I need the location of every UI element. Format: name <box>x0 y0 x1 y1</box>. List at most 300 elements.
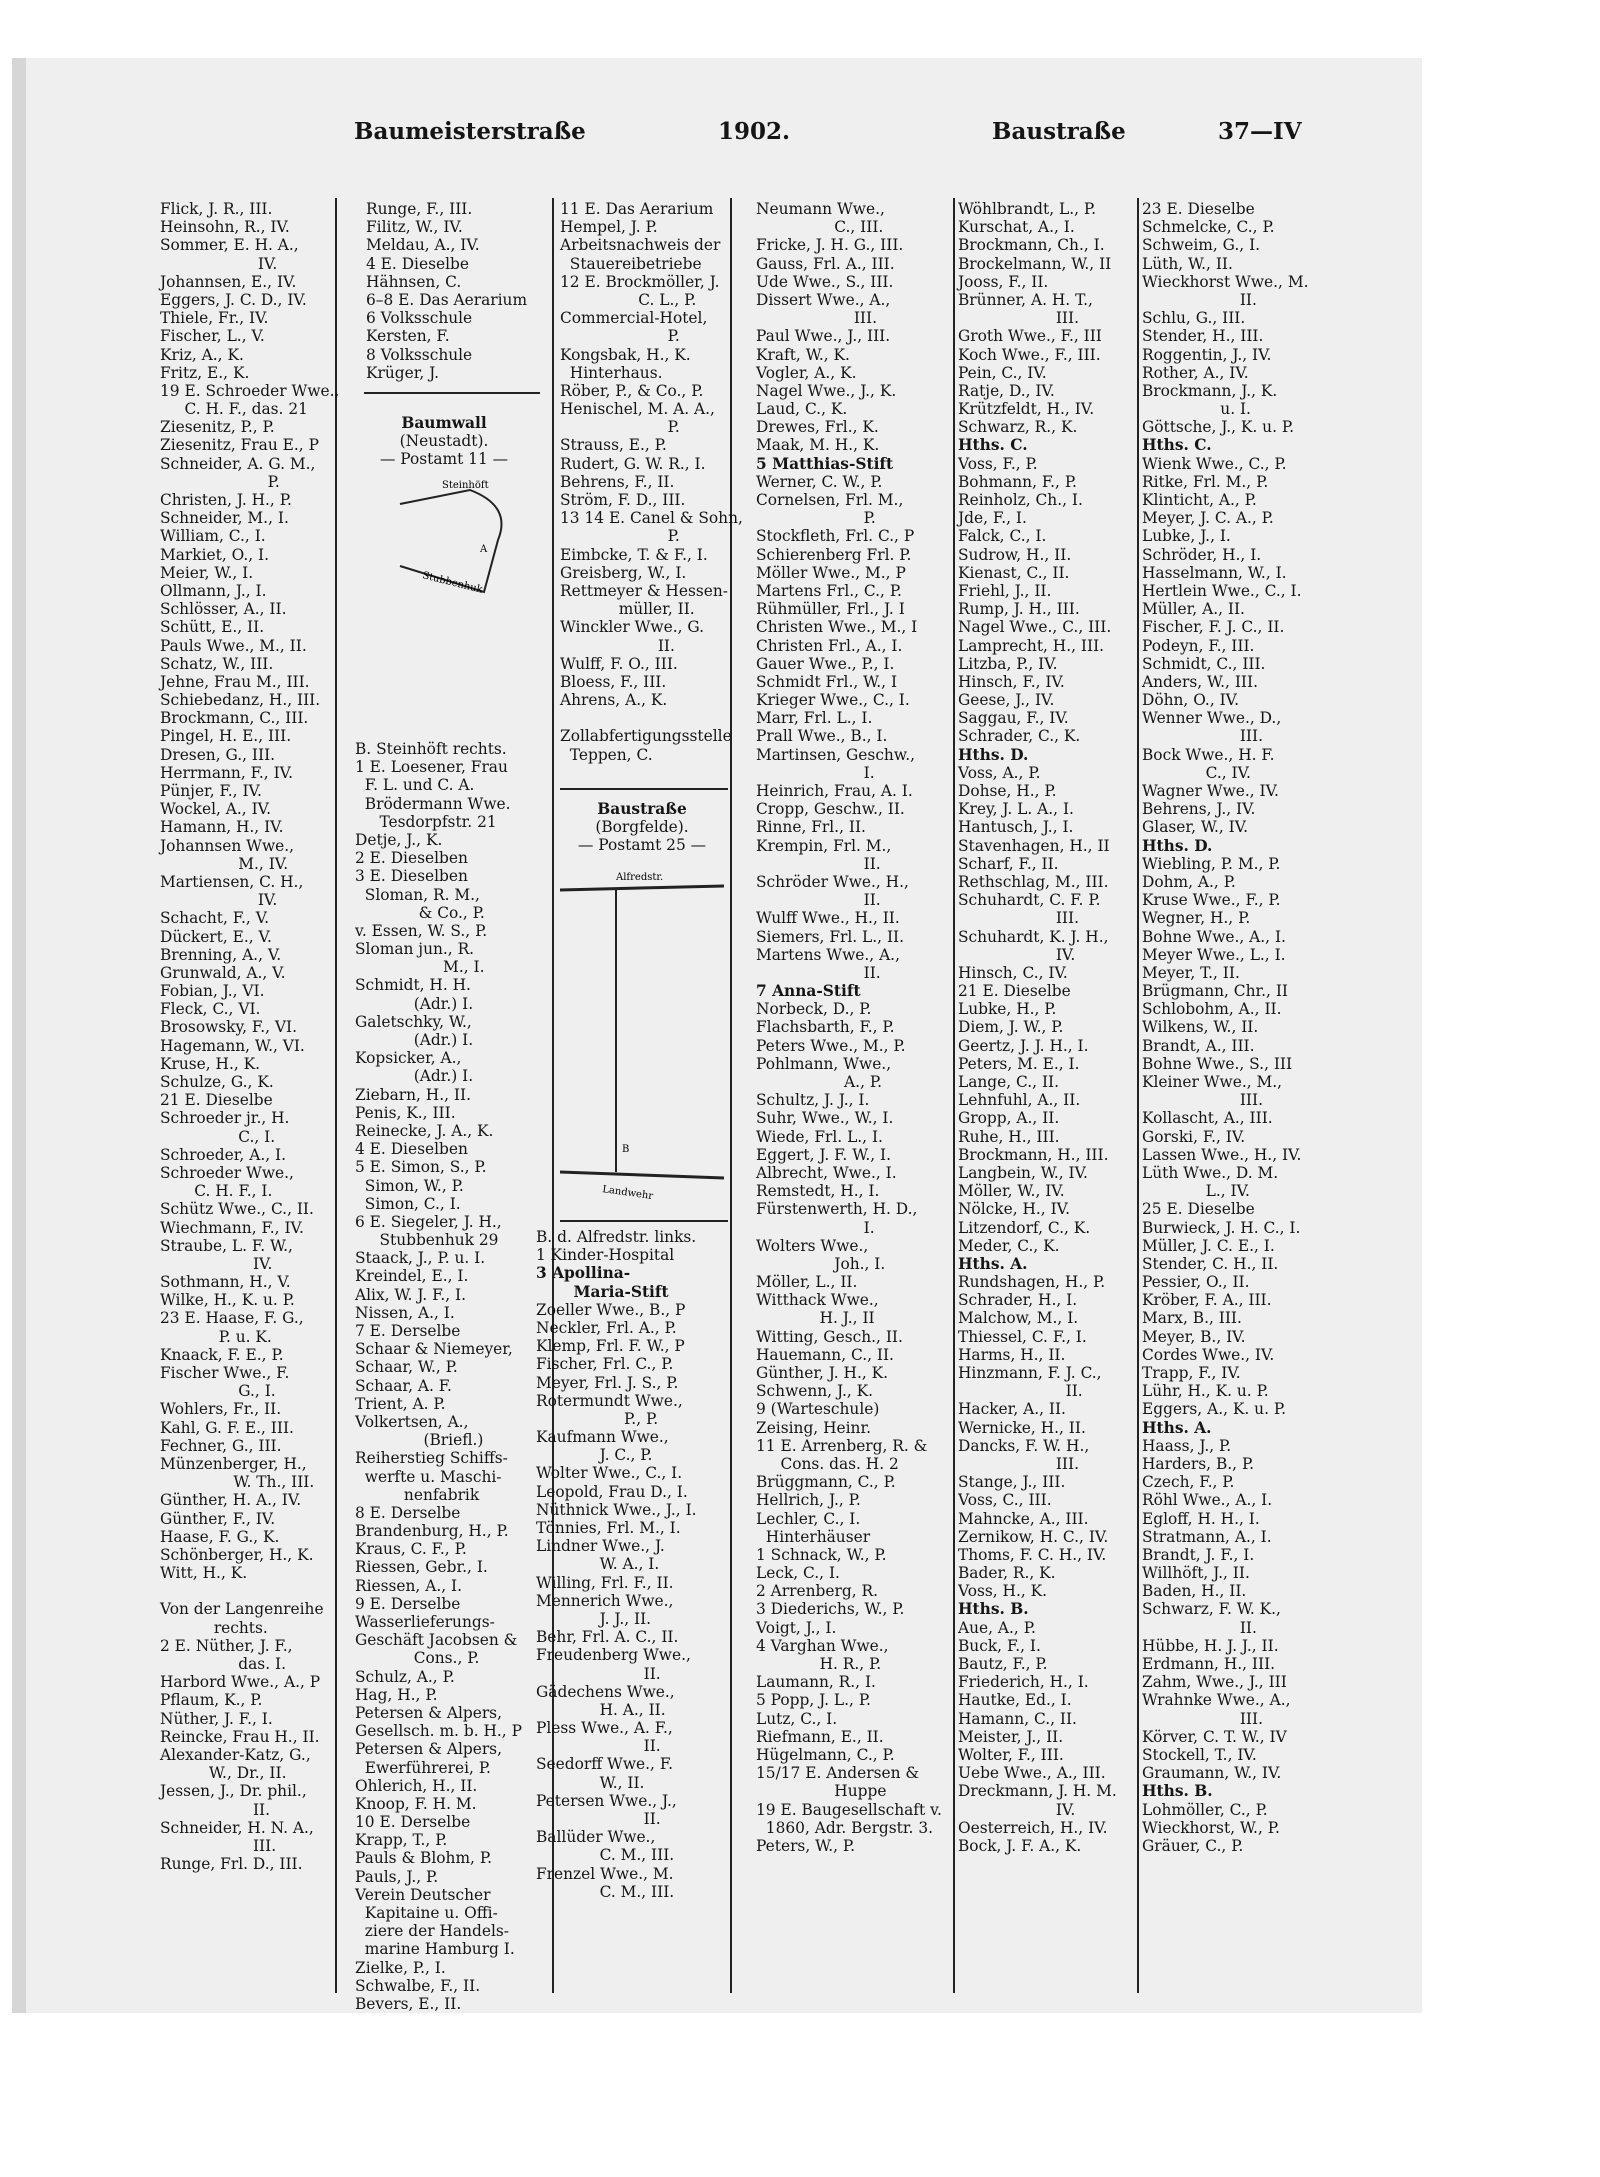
directory-entry: Stender, H., III. <box>1142 327 1264 346</box>
directory-entry: Rettmeyer & Hessen- <box>560 581 728 600</box>
directory-entry: Münzenberger, H., <box>160 1454 307 1473</box>
directory-entry: Falck, C., I. <box>958 527 1047 546</box>
directory-entry: Saggau, F., IV. <box>958 709 1069 728</box>
directory-entry: Reinholz, Ch., I. <box>958 491 1083 509</box>
directory-entry: Bloess, F., III. <box>560 672 667 691</box>
directory-entry: Schultz, J. J., I. <box>756 1091 870 1110</box>
directory-entry: Kongsbak, H., K. <box>560 345 691 364</box>
directory-entry: III. <box>958 309 1079 328</box>
directory-page <box>12 58 1422 2013</box>
directory-entry: Hths. A. <box>1142 1418 1212 1437</box>
directory-entry: Hinsch, F., IV. <box>958 672 1065 691</box>
directory-entry: II. <box>1142 290 1257 309</box>
directory-entry: Heinrich, Frau, A. I. <box>756 782 913 800</box>
directory-entry: Schroeder, A., I. <box>160 1145 286 1164</box>
directory-entry: Von der Langenreihe <box>160 1600 324 1619</box>
directory-entry: Müller, A., II. <box>1142 600 1245 619</box>
directory-entry: Günther, J. H., K. <box>756 1364 889 1382</box>
directory-entry: (Briefl.) <box>355 1431 484 1450</box>
directory-entry: Groth Wwe., F., III <box>958 327 1102 346</box>
directory-entry: Rinne, Frl., II. <box>756 818 866 837</box>
directory-entry: Heinsohn, R., IV. <box>160 218 290 237</box>
directory-entry: Erdmann, H., III. <box>1142 1655 1276 1673</box>
directory-entry: Peters, M. E., I. <box>958 1054 1080 1073</box>
directory-entry: 6–8 E. Das Aerarium <box>366 290 528 309</box>
directory-entry: Hths. C. <box>1142 436 1212 455</box>
directory-entry: Rotermundt Wwe., <box>536 1391 683 1410</box>
directory-entry: Dreckmann, J. H. M. <box>958 1782 1117 1801</box>
directory-entry: ziere der Handels- <box>355 1922 509 1941</box>
directory-entry: Wockel, A., IV. <box>160 800 271 819</box>
directory-entry: Kruse, H., K. <box>160 1054 261 1073</box>
directory-entry: Markiet, O., I. <box>160 545 269 564</box>
directory-entry: H. J., II <box>756 1309 875 1328</box>
directory-entry: Schaar, W., P. <box>355 1358 458 1377</box>
directory-entry: 11 E. Arrenberg, R. & <box>756 1436 928 1455</box>
directory-entry: B. d. Alfredstr. links. <box>536 1228 697 1246</box>
directory-entry: C., III. <box>756 218 884 237</box>
directory-entry: Christen Frl., A., I. <box>756 636 903 655</box>
directory-entry: müller, II. <box>560 600 695 619</box>
directory-entry: Schroeder Wwe., <box>160 1163 294 1182</box>
directory-entry: Sudrow, H., II. <box>958 545 1072 564</box>
directory-entry: W. Th., III. <box>160 1473 315 1492</box>
directory-entry: C. H. F., I. <box>160 1182 273 1201</box>
directory-entry: Hinsch, C., IV. <box>958 963 1068 982</box>
directory-entry: Brügmann, Chr., II <box>1142 982 1288 1001</box>
directory-entry: Suhr, Wwe., W., I. <box>756 1109 894 1128</box>
directory-entry: Möller, L., II. <box>756 1273 858 1292</box>
directory-entry: IV. <box>958 1800 1076 1819</box>
directory-entry: Hamann, H., IV. <box>160 818 284 837</box>
directory-entry: Sommer, E. H. A., <box>160 236 299 255</box>
directory-entry: v. Essen, W. S., P. <box>355 921 488 940</box>
directory-entry: Schulz, A., P. <box>355 1667 455 1686</box>
directory-entry: Kapitaine u. Offi- <box>355 1904 498 1922</box>
directory-entry: Thiessel, C. F., I. <box>958 1327 1087 1346</box>
directory-entry: (Adr.) I. <box>355 994 474 1013</box>
directory-entry: Harms, H., II. <box>958 1345 1066 1364</box>
directory-entry: 7 E. Derselbe <box>355 1322 461 1340</box>
directory-entry: 2 E. Nüther, J. F., <box>160 1636 293 1655</box>
directory-entry: Johannsen, E., IV. <box>160 272 297 291</box>
directory-entry: Brünner, A. H. T., <box>958 290 1093 309</box>
directory-entry: Möller, W., IV. <box>958 1182 1065 1201</box>
directory-entry: Zollabfertigungsstelle <box>560 727 732 746</box>
directory-entry: Behrens, F., II. <box>560 472 675 491</box>
directory-entry: Hag, H., P. <box>355 1685 438 1704</box>
directory-entry: Tesdorpfstr. 21 <box>355 812 497 831</box>
directory-entry: Laud, C., K. <box>756 400 848 419</box>
directory-entry: Hinterhäuser <box>756 1527 871 1546</box>
directory-entry: Hths. B. <box>958 1600 1029 1619</box>
directory-entry: Witt, H., K. <box>160 1564 248 1583</box>
directory-entry: Brockelmann, W., II <box>958 254 1112 273</box>
directory-entry: Simon, C., I. <box>355 1194 461 1213</box>
directory-entry: Petersen Wwe., J., <box>536 1791 677 1810</box>
directory-entry: Schwarz, F. W. K., <box>1142 1600 1281 1619</box>
directory-entry: Fischer, F. J. C., II. <box>1142 618 1285 637</box>
directory-entry: Hähnsen, C. <box>366 272 462 291</box>
directory-entry: 12 E. Brockmöller, J. <box>560 272 720 291</box>
section-rule <box>364 392 540 394</box>
directory-entry: Ruhe, H., III. <box>958 1127 1060 1146</box>
directory-entry: Lüth, W., II. <box>1142 254 1233 273</box>
directory-entry: Alexander-Katz, G., <box>160 1745 311 1764</box>
directory-entry: Lubke, J., I. <box>1142 527 1231 546</box>
directory-entry: Dresen, G., III. <box>160 745 276 764</box>
directory-entry: 5 E. Simon, S., P. <box>355 1158 487 1177</box>
directory-entry: Stockfleth, Frl. C., P <box>756 527 915 546</box>
directory-entry: Jde, F., I. <box>958 509 1027 528</box>
directory-entry: II. <box>756 854 881 873</box>
directory-entry: Martens Frl., C., P. <box>756 581 902 600</box>
directory-entry: Zeising, Heinr. <box>756 1418 872 1437</box>
directory-entry: Ude Wwe., S., III. <box>756 272 894 291</box>
directory-entry: Lindner Wwe., J. <box>536 1537 665 1556</box>
directory-entry: W. A., I. <box>536 1555 660 1574</box>
directory-entry: Kaufmann Wwe., <box>536 1428 669 1447</box>
directory-entry: Sloman, R. M., <box>355 885 480 904</box>
directory-entry <box>160 1582 339 1600</box>
directory-entry: Straube, L. F. W., <box>160 1236 293 1255</box>
directory-entry: nenfabrik <box>355 1485 480 1504</box>
directory-entry: H. R., P. <box>756 1655 882 1673</box>
directory-entry: Peters Wwe., M., P. <box>756 1036 906 1055</box>
directory-entry: Schütz Wwe., C., II. <box>160 1200 314 1219</box>
directory-entry: Pauls, J., P. <box>355 1867 439 1886</box>
directory-entry: 11 E. Das Aerarium <box>560 200 714 218</box>
directory-entry: Mahncke, A., III. <box>958 1509 1089 1528</box>
directory-entry: J. C., P. <box>536 1446 653 1465</box>
directory-entry: Neumann Wwe., <box>756 200 885 218</box>
directory-entry: das. I. <box>160 1655 286 1673</box>
map-label-steinhoeft: Steinhöft <box>442 480 489 491</box>
directory-entry: Czech, F., P. <box>1142 1473 1235 1492</box>
section-rule <box>560 1220 728 1222</box>
directory-entry: Wagner Wwe., IV. <box>1142 782 1279 800</box>
directory-entry: Ziesenitz, P., P. <box>160 418 275 437</box>
directory-entry: Pflaum, K., P. <box>160 1691 263 1710</box>
directory-entry: marine Hamburg I. <box>355 1940 515 1959</box>
directory-entry: Galetschky, W., <box>355 1012 472 1031</box>
baustrasse-street-map <box>556 870 728 1220</box>
directory-entry: Christen, J. H., P. <box>160 491 292 509</box>
baumwall-title: Baumwall <box>401 414 487 432</box>
directory-entry: Hagemann, W., VI. <box>160 1036 305 1055</box>
directory-entry: Rother, A., IV. <box>1142 363 1249 382</box>
directory-entry: Hasselmann, W., I. <box>1142 563 1287 582</box>
directory-entry: Gauer Wwe., P., I. <box>756 654 895 673</box>
directory-entry: Knaack, F. E., P. <box>160 1345 284 1364</box>
directory-entry: Riessen, Gebr., I. <box>355 1558 488 1577</box>
directory-entry: Zernikow, H. C., IV. <box>958 1527 1109 1546</box>
directory-entry: Prall Wwe., B., I. <box>756 727 888 746</box>
directory-entry: Scharf, F., II. <box>958 854 1059 873</box>
directory-entry: Voss, A., P. <box>958 763 1041 782</box>
directory-entry: Marx, B., III. <box>1142 1309 1242 1328</box>
directory-entry: III. <box>958 1454 1079 1473</box>
directory-entry: Brödermann Wwe. <box>355 794 511 813</box>
directory-entry: Meyer Wwe., L., I. <box>1142 945 1286 964</box>
directory-entry: Hertlein Wwe., C., I. <box>1142 581 1302 600</box>
directory-entry: Klemp, Frl. F. W., P <box>536 1337 685 1356</box>
directory-entry: Bohmann, F., P. <box>958 472 1077 491</box>
directory-entry: III. <box>160 1836 277 1855</box>
directory-entry: Thoms, F. C. H., IV. <box>958 1545 1107 1564</box>
directory-entry: Kreindel, E., I. <box>355 1267 469 1286</box>
directory-entry: 9 E. Derselbe <box>355 1594 461 1613</box>
directory-entry: Martiensen, C. H., <box>160 872 304 891</box>
directory-entry: II. <box>756 891 881 910</box>
map-label-alfredstr: Alfredstr. <box>616 872 664 883</box>
directory-entry: II. <box>958 1382 1083 1401</box>
directory-entry: Schlösser, A., II. <box>160 600 287 619</box>
directory-entry: Voigt, J., I. <box>756 1618 837 1637</box>
directory-entry: Roggentin, J., IV. <box>1142 345 1272 364</box>
directory-entry: Gädechens Wwe., <box>536 1682 675 1701</box>
baustrasse-heading <box>554 800 730 855</box>
directory-entry: Meyer, J. C. A., P. <box>1142 509 1274 528</box>
directory-entry: Körver, C. T. W., IV <box>1142 1727 1287 1746</box>
directory-entry: IV. <box>958 945 1076 964</box>
directory-entry: Laumann, R., I. <box>756 1673 876 1692</box>
directory-entry: 5 Popp, J. L., P. <box>756 1691 871 1710</box>
directory-entry: Mennerich Wwe., <box>536 1591 674 1610</box>
directory-entry: Cornelsen, Frl. M., <box>756 491 904 509</box>
directory-entry: Brockmann, Ch., I. <box>958 236 1105 255</box>
directory-entry <box>560 709 743 727</box>
directory-entry: Schwenn, J., K. <box>756 1382 874 1401</box>
directory-entry: Lohmöller, C., P. <box>1142 1800 1268 1819</box>
directory-entry: Wulff Wwe., H., II. <box>756 909 900 928</box>
directory-entry: Martens Wwe., A., <box>756 945 900 964</box>
directory-entry: III. <box>1142 1091 1263 1110</box>
directory-entry: P. <box>560 527 680 546</box>
directory-entry: 21 E. Dieselbe <box>160 1091 273 1110</box>
directory-entry: Kopsicker, A., <box>355 1049 462 1068</box>
directory-entry: Meier, W., I. <box>160 563 254 582</box>
directory-entry: Schneider, A. G. M., <box>160 454 316 473</box>
directory-entry: P. <box>160 472 280 491</box>
directory-entry: Drewes, Frl., K. <box>756 418 879 437</box>
directory-entry: Klinticht, A., P. <box>1142 491 1257 509</box>
directory-entry: Schneider, M., I. <box>160 509 289 528</box>
directory-entry: Schatz, W., III. <box>160 654 274 673</box>
directory-entry: Kurschat, A., I. <box>958 218 1075 237</box>
directory-entry: Joh., I. <box>756 1254 886 1273</box>
directory-entry: Schaar, A. F. <box>355 1376 452 1395</box>
directory-entry: Dückert, E., V. <box>160 927 272 946</box>
directory-entry: Cordes Wwe., IV. <box>1142 1345 1275 1364</box>
directory-entry: Ratje, D., IV. <box>958 381 1055 400</box>
directory-entry: 8 E. Derselbe <box>355 1503 461 1522</box>
directory-entry: Cons., P. <box>355 1649 480 1668</box>
directory-entry: Stauereibetriebe <box>560 254 702 273</box>
column-3-top <box>560 200 743 764</box>
directory-entry: Behrens, J., IV. <box>1142 800 1256 819</box>
directory-entry: Wegner, H., P. <box>1142 909 1251 928</box>
directory-entry: Alix, W. J. F., I. <box>355 1285 467 1304</box>
directory-entry: Detje, J., K. <box>355 830 443 849</box>
directory-entry: Uebe Wwe., A., III. <box>958 1764 1106 1783</box>
directory-entry: Staack, J., P. u. I. <box>355 1249 486 1268</box>
directory-entry: Jehne, Frau M., III. <box>160 672 310 691</box>
directory-entry: Bevers, E., II. <box>355 1994 462 2013</box>
directory-entry: Ritke, Frl. M., P. <box>1142 472 1269 491</box>
directory-entry: Lutz, C., I. <box>756 1709 838 1728</box>
directory-entry: Bock Wwe., H. F. <box>1142 745 1275 764</box>
directory-entry: Eimbcke, T. & F., I. <box>560 545 708 564</box>
directory-entry: Bohne Wwe., S., III <box>1142 1054 1293 1073</box>
directory-entry: Gorski, F., IV. <box>1142 1127 1246 1146</box>
directory-entry: Hinzmann, F. J. C., <box>958 1364 1102 1382</box>
directory-entry: Krempin, Frl. M., <box>756 836 892 855</box>
directory-entry: Gauss, Frl. A., III. <box>756 254 895 273</box>
directory-entry: Voss, F., P. <box>958 454 1038 473</box>
directory-entry: 2 E. Dieselben <box>355 849 468 868</box>
directory-entry: Schmidt, H. H. <box>355 976 471 995</box>
directory-entry: 23 E. Haase, F. G., <box>160 1309 304 1328</box>
directory-entry: Kleiner Wwe., M., <box>1142 1073 1283 1091</box>
directory-entry: Brüggmann, C., P. <box>756 1473 896 1492</box>
column-2-top <box>366 200 527 382</box>
directory-entry: Voss, C., III. <box>958 1491 1052 1510</box>
directory-entry: Pless Wwe., A. F., <box>536 1719 673 1738</box>
directory-entry: Fischer, Frl. C., P. <box>536 1355 674 1374</box>
directory-entry: William, C., I. <box>160 527 266 546</box>
directory-entry: Schuhardt, K. J. H., <box>958 927 1109 946</box>
directory-entry: Hübbe, H. J. J., II. <box>1142 1636 1279 1655</box>
directory-entry: Hths. B. <box>1142 1782 1213 1801</box>
directory-entry: Brockmann, C., III. <box>160 709 309 728</box>
directory-entry: Wolters Wwe., <box>756 1236 869 1255</box>
directory-entry: 19 E. Schroeder Wwe., <box>160 381 340 400</box>
directory-entry: Winckler Wwe., G. <box>560 618 705 637</box>
section-rule <box>560 788 728 790</box>
directory-entry: Flachsbarth, F., P. <box>756 1018 895 1037</box>
directory-entry: Haass, J., P. <box>1142 1436 1232 1455</box>
directory-entry: Schroeder jr., H. <box>160 1109 290 1128</box>
baustrasse-subtitle: (Borgfelde). <box>595 818 689 837</box>
directory-entry: II. <box>160 1800 271 1819</box>
directory-entry: C. M., III. <box>536 1846 675 1865</box>
directory-entry: Gräuer, C., P. <box>1142 1836 1244 1855</box>
directory-entry: Knoop, F. H. M. <box>355 1794 477 1813</box>
directory-entry: 3 Diederichs, W., P. <box>756 1600 905 1619</box>
directory-entry: Zahm, Wwe., J., III <box>1142 1673 1287 1692</box>
directory-entry: Verein Deutscher <box>355 1885 491 1904</box>
directory-entry: Lamprecht, H., III. <box>958 636 1105 655</box>
page-edge <box>12 58 26 2013</box>
directory-entry: Teppen, C. <box>560 745 653 764</box>
directory-entry: Eggers, A., K. u. P. <box>1142 1400 1286 1419</box>
directory-entry: Martinsen, Geschw., <box>756 745 915 764</box>
directory-entry: B. Steinhöft rechts. <box>355 740 507 758</box>
directory-entry: Schiebedanz, H., III. <box>160 691 321 710</box>
directory-entry: Simon, W., P. <box>355 1176 464 1195</box>
directory-entry: Bautz, F., P. <box>958 1655 1048 1673</box>
header-left-street: Baumeisterstraße <box>354 118 586 145</box>
directory-entry: 25 E. Dieselbe <box>1142 1200 1255 1219</box>
directory-entry: Meyer, T., II. <box>1142 963 1240 982</box>
directory-entry: Rump, J. H., III. <box>958 600 1080 619</box>
directory-entry: Lubke, H., P. <box>958 1000 1057 1019</box>
directory-entry: Wiechmann, F., IV. <box>160 1218 304 1237</box>
directory-entry: Marr, Frl. L., I. <box>756 709 873 728</box>
directory-entry: III. <box>756 309 877 328</box>
directory-entry: 8 Volksschule <box>366 345 473 364</box>
directory-entry: Vogler, A., K. <box>756 363 857 382</box>
directory-entry: Brandt, A., III. <box>1142 1036 1255 1055</box>
directory-entry: Johannsen Wwe., <box>160 836 295 855</box>
directory-entry: II. <box>560 636 675 655</box>
directory-entry: 1 Kinder-Hospital <box>536 1246 675 1265</box>
directory-entry: Kersten, F. <box>366 327 450 346</box>
directory-entry: Ewerführerei, P. <box>355 1758 491 1777</box>
directory-entry: Schweim, G., I. <box>1142 236 1261 255</box>
directory-entry: Grunwald, A., V. <box>160 963 286 982</box>
directory-entry: II. <box>1142 1618 1257 1637</box>
directory-entry: Stender, C. H., II. <box>1142 1254 1279 1273</box>
directory-entry: 3 Apollina- <box>536 1264 631 1283</box>
directory-entry: 4 E. Dieselben <box>355 1140 468 1159</box>
directory-entry: 6 Volksschule <box>366 309 473 328</box>
directory-entry: Ziesenitz, Frau E., P <box>160 436 319 455</box>
directory-entry: Wolter Wwe., C., I. <box>536 1464 683 1483</box>
directory-entry: u. I. <box>1142 400 1251 419</box>
directory-entry: Hantusch, J., I. <box>958 818 1074 837</box>
directory-entry: Wrahnke Wwe., A., <box>1142 1691 1291 1710</box>
directory-entry: Wienk Wwe., C., P. <box>1142 454 1287 473</box>
directory-entry: Thiele, Fr., IV. <box>160 309 269 328</box>
directory-entry: Geschäft Jacobsen & <box>355 1631 518 1650</box>
directory-entry: Brockmann, H., III. <box>958 1145 1109 1164</box>
directory-entry: Nölcke, H., IV. <box>958 1200 1070 1219</box>
directory-entry: Koch Wwe., F., III. <box>958 345 1101 364</box>
column-1 <box>160 200 339 1873</box>
directory-entry: Neckler, Frl. A., P. <box>536 1318 677 1337</box>
directory-entry: Freudenberg Wwe., <box>536 1646 691 1665</box>
directory-entry: III. <box>1142 727 1263 746</box>
directory-entry: Hautke, Ed., I. <box>958 1691 1072 1710</box>
directory-entry: Flick, J. R., III. <box>160 200 273 218</box>
directory-entry: Hths. D. <box>958 745 1029 764</box>
directory-entry: Pauls & Blohm, P. <box>355 1849 492 1868</box>
directory-entry: Willhöft, J., II. <box>1142 1564 1250 1583</box>
directory-entry: Schröder, H., I. <box>1142 545 1262 564</box>
column-rule <box>1137 198 1139 1993</box>
directory-entry: 2 Arrenberg, R. <box>756 1582 878 1601</box>
directory-entry: P. <box>756 509 876 528</box>
directory-entry: Hempel, J. P. <box>560 218 658 237</box>
header-year: 1902. <box>718 118 791 145</box>
directory-entry: Gesellsch. m. b. H., P <box>355 1722 522 1741</box>
directory-entry: Meyer, B., IV. <box>1142 1327 1246 1346</box>
directory-entry: Reincke, Frau H., II. <box>160 1727 320 1746</box>
directory-entry: II. <box>756 963 881 982</box>
directory-entry: Kollascht, A., III. <box>1142 1109 1273 1128</box>
map-label-b: B <box>622 1144 630 1155</box>
directory-entry: Schlu, G., III. <box>1142 309 1246 328</box>
directory-entry: Schönberger, H., K. <box>160 1545 314 1564</box>
directory-entry: Petersen & Alpers, <box>355 1703 502 1722</box>
baumwall-street-map <box>392 470 532 600</box>
directory-entry: Wöhlbrandt, L., P. <box>958 200 1097 218</box>
directory-entry: Friederich, H., I. <box>958 1673 1089 1692</box>
directory-entry: 19 E. Baugesellschaft v. <box>756 1800 942 1819</box>
directory-entry: Brandt, J. F., I. <box>1142 1545 1255 1564</box>
